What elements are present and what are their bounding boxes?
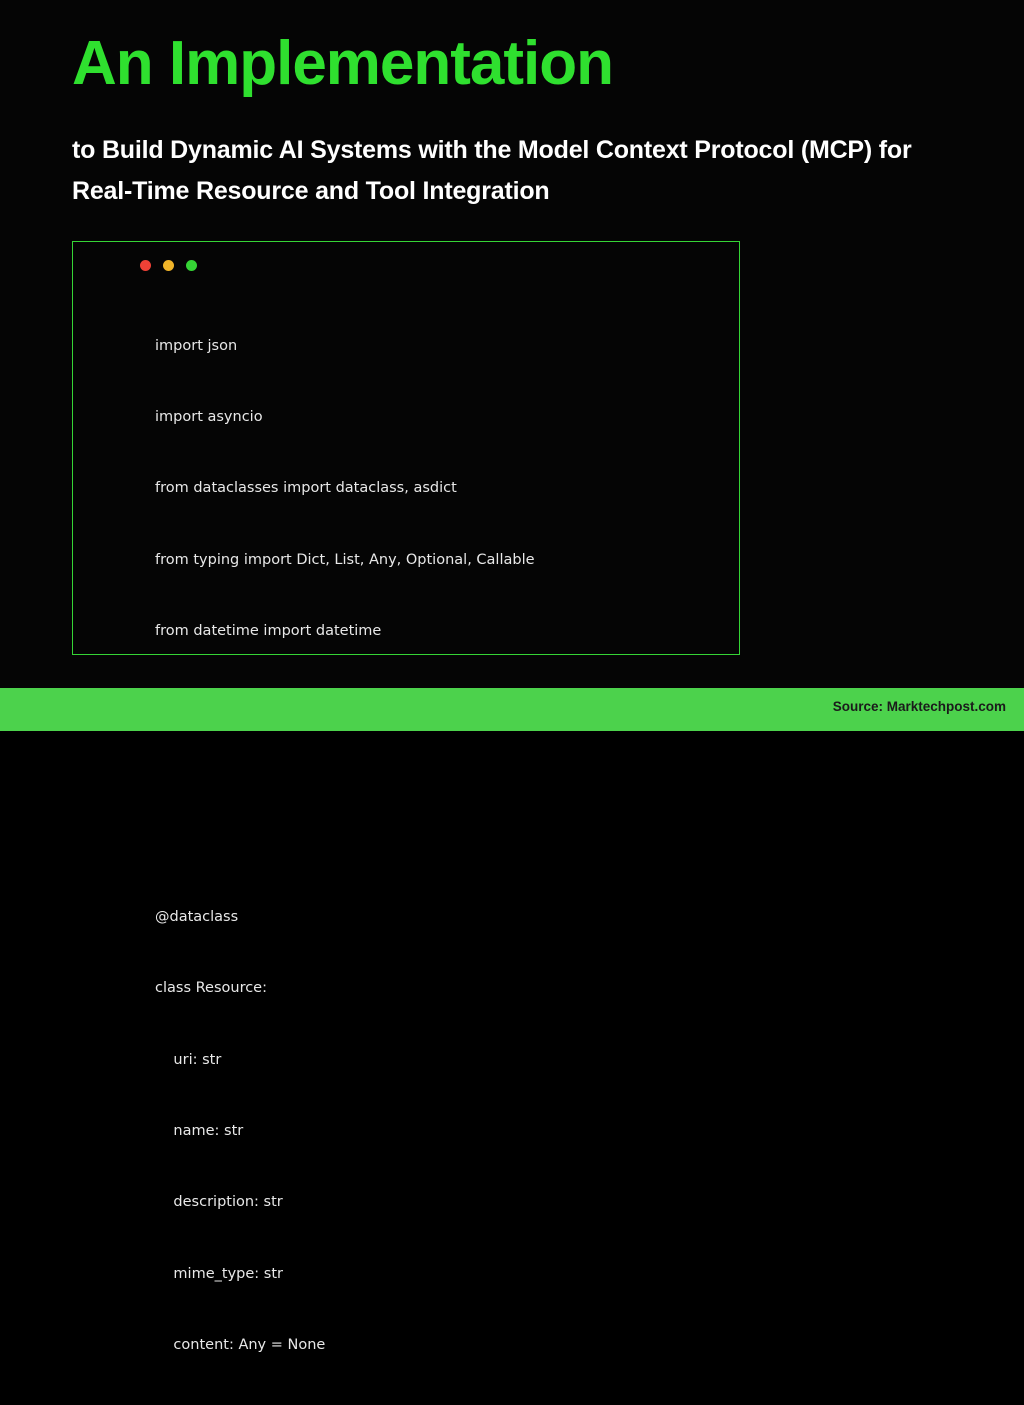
code-line bbox=[155, 763, 729, 787]
code-window bbox=[72, 241, 740, 1354]
maximize-dot-icon[interactable] bbox=[186, 260, 197, 271]
code-line: @dataclass bbox=[155, 908, 239, 925]
code-line: from typing import Dict, List, Any, Optional, Callable bbox=[155, 551, 535, 568]
code-line: name: str bbox=[155, 1122, 244, 1139]
code-line: class Resource: bbox=[155, 980, 267, 997]
footer-bar bbox=[0, 688, 1024, 731]
page-title: An Implementation bbox=[72, 29, 614, 98]
code-line: content: Any = None bbox=[155, 1337, 326, 1354]
code-line: import json bbox=[155, 337, 238, 354]
source-attribution: Source: Marktechpost.com bbox=[832, 699, 1006, 714]
code-line bbox=[155, 834, 729, 858]
close-dot-icon[interactable] bbox=[140, 260, 151, 271]
window-traffic-lights bbox=[140, 260, 197, 271]
code-line: description: str bbox=[155, 1194, 283, 1211]
code-line: uri: str bbox=[155, 1051, 222, 1068]
code-line: import asyncio bbox=[155, 408, 263, 425]
code-block bbox=[155, 287, 729, 1405]
page-subtitle: to Build Dynamic AI Systems with the Model Context Protocol (MCP) for Real-Time Resource and Tool Integration bbox=[72, 136, 912, 205]
code-line: from datetime import datetime bbox=[155, 623, 382, 640]
code-line: from dataclasses import dataclass, asdict bbox=[155, 480, 457, 497]
code-line: mime_type: str bbox=[155, 1265, 283, 1282]
minimize-dot-icon[interactable] bbox=[163, 260, 174, 271]
